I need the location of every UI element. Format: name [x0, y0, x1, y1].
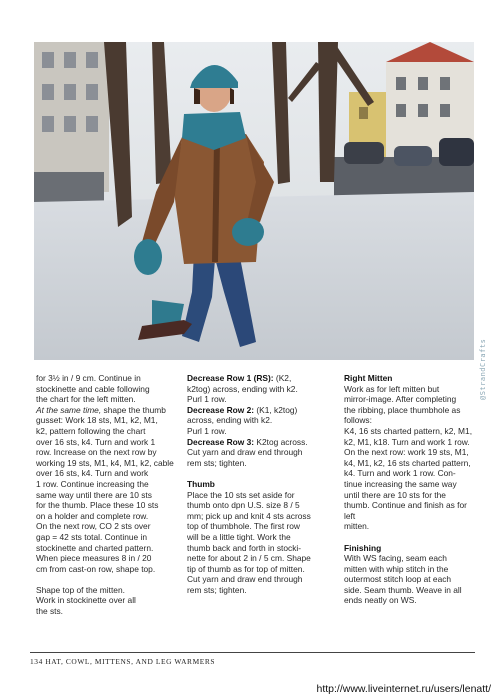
paragraph-line: thumb. Continue and finish as for left: [344, 500, 467, 521]
paragraph-line: Work as for left mitten but: [344, 383, 440, 394]
paragraph-line: When piece measures 8 in / 20: [36, 553, 152, 564]
paragraph-line: On the next row, CO 2 sts over: [36, 521, 151, 532]
paragraph-line: for the thumb. Place these 10 sts: [36, 500, 159, 511]
paragraph-line: thumb onto dpn U.S. size 8 / 5: [187, 500, 300, 511]
paragraph-line: on a holder and complete row.: [36, 510, 149, 521]
paragraph-line: Purl 1 row.: [187, 425, 227, 436]
paragraph-line: Place the 10 sts set aside for: [187, 489, 295, 500]
at-same-time-emphasis: At the same time,: [36, 404, 102, 415]
source-watermark: http://www.liveinternet.ru/users/lenatt/: [316, 683, 491, 695]
paragraph-line: over 16 sts, k4. Turn and work: [36, 468, 149, 479]
photo-illustration: [34, 42, 474, 360]
paragraph-line: mm; pick up and knit 4 sts across: [187, 510, 311, 521]
paragraph-line: rem sts; tighten.: [187, 457, 247, 468]
paragraph-line: Cut yarn and draw end through: [187, 574, 303, 585]
paragraph-line: side. Seam thumb. Weave in all: [344, 584, 462, 595]
paragraph-line: stockinette and charted pattern.: [36, 542, 154, 553]
paragraph-line: the chart for the left mitten.: [36, 394, 136, 405]
decrease-row-2-heading: Decrease Row 2:: [187, 404, 255, 415]
paragraph-line: 1 row. Continue increasing the: [36, 478, 149, 489]
paragraph-line: At the same time, shape the thumb: [36, 404, 166, 415]
paragraph-line: Decrease Row 1 (RS): (K2,: [187, 373, 292, 383]
paragraph-line: tip of thumb as for top of mitten.: [187, 563, 305, 574]
paragraph-line: With WS facing, seam each: [344, 553, 447, 564]
footer-divider: [30, 652, 475, 653]
paragraph-line: k4, M1, k2, 16 sts charted pattern,: [344, 457, 471, 468]
paragraph-line: Purl 1 row.: [187, 394, 227, 405]
paragraph-line: stockinette and cable following: [36, 383, 150, 394]
paragraph-line: thumb back and forth in stocki-: [187, 542, 302, 553]
right-mitten-heading: Right Mitten: [344, 373, 393, 383]
paragraph-line: follows:: [344, 415, 372, 426]
paragraph-line: the sts.: [36, 606, 63, 617]
finishing-heading: Finishing: [344, 542, 382, 553]
decrease-row-1-heading: Decrease Row 1 (RS):: [187, 373, 274, 383]
photo-credit: @StrandCrafts: [479, 338, 487, 400]
paragraph-line: Work in stockinette over all: [36, 595, 136, 606]
paragraph-line: On the next row: work 19 sts, M1,: [344, 447, 469, 458]
paragraph-line: mirror-image. After completing: [344, 394, 457, 405]
paragraph-line: over 16 sts, k4. Turn and work 1: [36, 436, 156, 447]
paragraph-line: k2, M1, k18. Turn and work 1 row.: [344, 436, 470, 447]
paragraph-line: K4, 16 sts charted pattern, k2, M1,: [344, 425, 473, 436]
paragraph-line: working 19 sts, M1, k4, M1, k2, cable: [36, 457, 174, 468]
paragraph-line: nette for about 2 in / 5 cm. Shape: [187, 553, 311, 564]
paragraph-line: row. Increase on the next row by: [36, 447, 157, 458]
paragraph-line: Decrease Row 3: K2tog across.: [187, 436, 308, 447]
paragraph-line: cm from cast-on row, shape top.: [36, 563, 156, 574]
decrease-row-3-heading: Decrease Row 3:: [187, 436, 255, 447]
paragraph-line: until there are 10 sts for the: [344, 489, 446, 500]
photo: [34, 42, 474, 360]
page-footer: 134 HAT, COWL, MITTENS, AND LEG WARMERS: [30, 657, 216, 666]
paragraph-line: ends neatly on WS.: [344, 595, 417, 606]
text-column-2: [187, 373, 329, 595]
paragraph-line: outermost stitch loop at each: [344, 574, 452, 585]
paragraph-line: tinue increasing the same way: [344, 478, 457, 489]
paragraph-line: mitten.: [344, 521, 370, 532]
paragraph-line: same way until there are 10 sts: [36, 489, 152, 500]
paragraph-line: Decrease Row 2: (K1, k2tog): [187, 404, 298, 415]
text-column-3: [344, 373, 474, 606]
paragraph-line: gusset: Work 18 sts, M1, k2, M1,: [36, 415, 158, 426]
paragraph-line: mitten with whip stitch in the: [344, 563, 449, 574]
text-column-1: [36, 373, 176, 617]
paragraph-line: k4. Turn and work 1 row. Con-: [344, 468, 456, 479]
paragraph-line: Shape top of the mitten.: [36, 584, 125, 595]
paragraph-line: across, ending with k2.: [187, 415, 273, 426]
thumb-heading: Thumb: [187, 478, 215, 489]
paragraph-line: the ribbing, place thumbhole as: [344, 404, 461, 415]
paragraph-line: for 3½ in / 9 cm. Continue in: [36, 373, 141, 383]
paragraph-line: gap = 42 sts total. Continue in: [36, 531, 148, 542]
paragraph-line: k2, pattern following the chart: [36, 425, 146, 436]
paragraph-line: rem sts; tighten.: [187, 584, 247, 595]
paragraph-line: k2tog) across, ending with k2.: [187, 383, 298, 394]
paragraph-line: will be a little tight. Work the: [187, 531, 291, 542]
paragraph-line: top of thumbhole. The first row: [187, 521, 300, 532]
paragraph-line: Cut yarn and draw end through: [187, 447, 303, 458]
